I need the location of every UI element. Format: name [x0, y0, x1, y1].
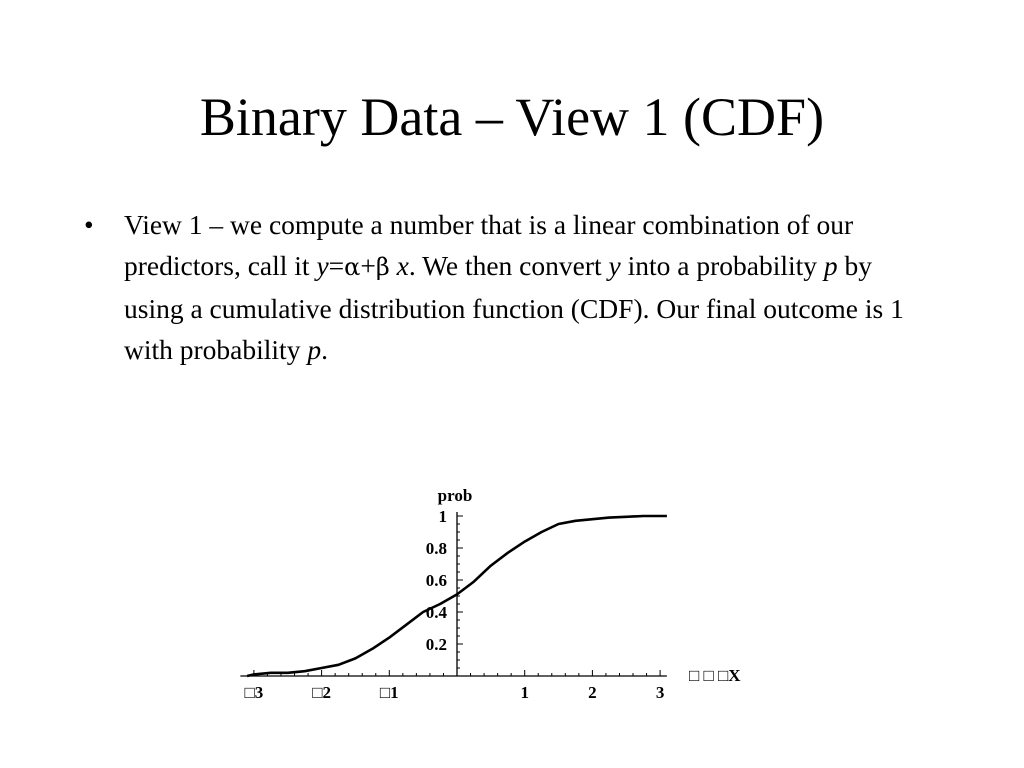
bullet-text-part: .	[321, 334, 328, 365]
bullet-text-part: by using a cumulative distribution function (CDF). Our final outcome is 1 with probability	[124, 250, 904, 365]
variable-y: y	[608, 250, 621, 281]
bullet-text-part: into a probability	[620, 250, 824, 281]
beta-symbol: β	[375, 253, 390, 281]
slide-title: Binary Data – View 1 (CDF)	[199, 87, 825, 147]
y-tick-label: 0.2	[425, 635, 447, 654]
equals-sign: =	[328, 250, 345, 281]
variable-p: p	[307, 334, 322, 365]
y-tick-label: 0.6	[425, 571, 447, 590]
bullet-marker: •	[84, 209, 94, 240]
y-tick-label: 0.4	[425, 603, 447, 622]
y-tick-label: 0.8	[425, 539, 447, 558]
x-tick-label: 1	[520, 683, 529, 702]
x-tick-label: 2	[588, 683, 597, 702]
plus-sign: +	[360, 250, 376, 281]
x-tick-label: 3	[655, 683, 665, 702]
variable-x: x	[396, 250, 409, 281]
y-axis-label: prob	[437, 486, 473, 505]
bullet-text-part: . We then convert	[408, 250, 609, 281]
alpha-symbol: α	[344, 253, 361, 281]
x-tick-label: □3	[244, 683, 264, 702]
x-axis-label: □ □ □X	[689, 666, 741, 685]
x-tick-label: □2	[312, 683, 331, 702]
x-tick-label: □1	[379, 683, 399, 702]
variable-y: y	[316, 250, 329, 281]
y-tick-label: 1	[438, 507, 447, 526]
variable-p: p	[823, 250, 838, 281]
bullet-text-part: View 1 – we compute a number that is a linear combination of our predictors, call it	[124, 209, 854, 281]
